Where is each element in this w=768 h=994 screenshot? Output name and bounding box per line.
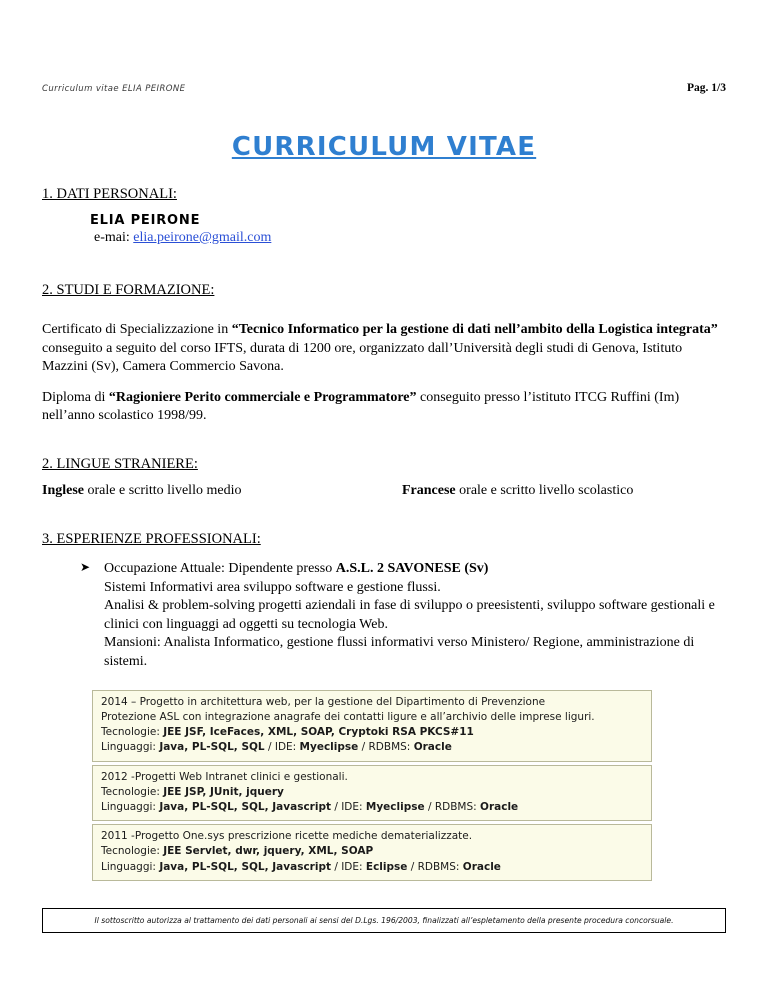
studies-p2-part-c: conseguito presso l’istituto ITCG Ruffini (Im) nell’anno scolastico 1998/99. <box>42 389 680 424</box>
section-heading-languages: 2. LINGUE STRANIERE: <box>42 456 198 473</box>
studies-p1-title: “Tecnico Informatico per la gestione di dati nell’ambito della Logistica integrata” <box>231 322 718 337</box>
project-languages-label: Linguaggi: <box>101 741 160 754</box>
project-technologies <box>101 844 643 859</box>
project-languages <box>101 740 643 755</box>
experience-line-1 <box>104 560 726 579</box>
studies-p2-title: “Ragioniere Perito commerciale e Programmatore” <box>108 389 417 405</box>
section-heading-experience: 3. ESPERIENZE PROFESSIONALI: <box>42 531 261 548</box>
experience-employer: A.S.L. 2 SAVONESE (Sv) <box>335 561 489 577</box>
project-languages-label: Linguaggi: <box>101 801 160 814</box>
project-box <box>92 824 652 881</box>
experience-role-prefix: Occupazione Attuale: Dipendente presso <box>104 561 336 577</box>
page-header <box>42 82 726 94</box>
project-ide-value: Myeclipse <box>365 801 425 814</box>
email-label: e-mai: <box>94 230 130 245</box>
project-ide-label: / IDE: <box>330 801 366 814</box>
project-technologies-value: JEE JSP, JUnit, jquery <box>163 785 284 798</box>
project-description-line-1: 2014 – Progetto in architettura web, per la gestione del Dipartimento di Prevenzione <box>101 695 546 708</box>
project-rdbms-label: / RDBMS: <box>358 741 414 754</box>
studies-p1-part-a: Certificato di Specializzazione in <box>42 322 232 337</box>
privacy-footer-text: Il sottoscritto autorizza al trattamento dei dati personali ai sensi del D.Lgs. 196/2003, finalizzati all’espletamento della presente procedura concorsuale. <box>94 916 674 925</box>
project-ide-label: / IDE: <box>330 860 366 873</box>
experience-list <box>80 560 726 672</box>
project-rdbms-value: Oracle <box>480 801 519 814</box>
studies-p2-part-a: Diploma di <box>42 389 109 405</box>
personal-block <box>90 213 726 246</box>
language-english-level: orale e scritto livello medio <box>84 483 242 499</box>
project-ide-value: Myeclipse <box>299 741 359 754</box>
project-box <box>92 690 652 762</box>
list-item <box>80 560 726 672</box>
project-languages-value: Java, PL-SQL, SQL <box>159 741 265 754</box>
project-languages <box>101 860 643 875</box>
experience-line-3: Analisi & problem-solving progetti aziendali in fase di sviluppo o preesistenti, sviluppo software gestionali e clinici con linguaggi ad oggetti su tecnologia Web. <box>104 598 715 632</box>
project-box-list <box>92 690 652 881</box>
project-technologies <box>101 725 643 740</box>
project-technologies <box>101 785 643 800</box>
project-technologies-label: Tecnologie: <box>101 726 164 739</box>
studies-p1-part-c: conseguito a seguito del corso IFTS, durata di 1200 ore, organizzato dall’Università degli studi di Genova, Istituto Mazzini (Sv), Camera Commercio Savona. <box>42 340 683 375</box>
language-english <box>42 483 402 499</box>
project-languages-label: Linguaggi: <box>101 860 160 873</box>
project-technologies-value: JEE JSF, IceFaces, XML, SOAP, Cryptoki RSA PKCS#11 <box>163 726 474 739</box>
experience-line-4: Mansioni: Analista Informatico, gestione flussi informativi verso Ministero/ Regione, amministrazione di sistemi. <box>104 635 695 670</box>
project-rdbms-value: Oracle <box>413 741 452 754</box>
project-languages <box>101 800 643 815</box>
project-languages-value: Java, PL-SQL, SQL, Javascript <box>159 801 331 814</box>
project-rdbms-label: / RDBMS: <box>424 801 481 814</box>
project-description-line-1: 2011 -Progetto One.sys prescrizione ricette mediche dematerializzate. <box>101 830 473 843</box>
project-description-line-1: 2012 -Progetti Web Intranet clinici e gestionali. <box>101 770 348 783</box>
candidate-name: ELIA PEIRONE <box>90 213 201 228</box>
language-french <box>402 483 633 499</box>
language-french-level: orale e scritto livello scolastico <box>455 483 634 499</box>
document-body <box>42 186 726 884</box>
email-link[interactable]: elia.peirone@gmail.com <box>133 230 272 245</box>
language-english-name: Inglese <box>42 483 84 499</box>
section-heading-personal: 1. DATI PERSONALI: <box>42 186 177 202</box>
page-title: CURRICULUM VITAE <box>231 132 537 162</box>
project-technologies-label: Tecnologie: <box>101 845 164 858</box>
language-french-name: Francese <box>402 483 456 499</box>
email-line <box>94 230 726 246</box>
studies-paragraph-1 <box>42 321 726 377</box>
project-box <box>92 765 652 822</box>
section-heading-studies: 2. STUDI E FORMAZIONE: <box>42 282 215 298</box>
header-page-number: Pag. 1/3 <box>687 82 726 94</box>
languages-row <box>42 483 726 499</box>
project-ide-value: Eclipse <box>365 860 408 873</box>
project-description-line-2: Protezione ASL con integrazione anagrafe dei contatti ligure e all’archivio delle imprese liguri. <box>101 710 595 723</box>
project-ide-label: / IDE: <box>264 741 300 754</box>
project-rdbms-value: Oracle <box>462 860 501 873</box>
project-rdbms-label: / RDBMS: <box>407 860 463 873</box>
arrow-bullet-icon: ➤ <box>80 560 91 575</box>
privacy-footer-box <box>42 908 726 933</box>
experience-line-2: Sistemi Informativi area sviluppo software e gestione flussi. <box>104 579 441 595</box>
project-languages-value: Java, PL-SQL, SQL, Javascript <box>159 860 331 873</box>
project-technologies-value: JEE Servlet, dwr, jquery, XML, SOAP <box>163 845 374 858</box>
header-document-label: Curriculum vitae ELIA PEIRONE <box>42 84 186 94</box>
studies-paragraph-2 <box>42 389 726 426</box>
project-technologies-label: Tecnologie: <box>101 785 164 798</box>
